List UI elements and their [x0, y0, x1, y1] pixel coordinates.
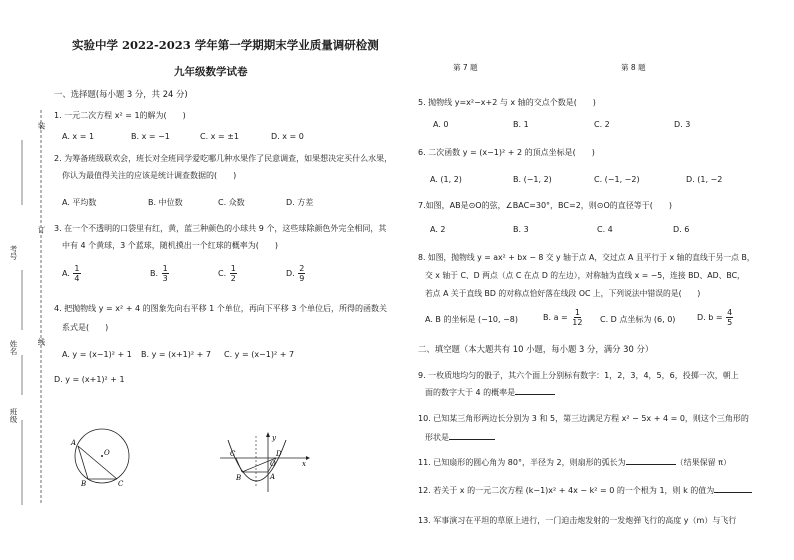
q3-option-d-denominator: 9 — [299, 274, 305, 283]
q11-stem-text: 11. 已知扇形的圆心角为 80°，半径为 2，则扇形的弧长为 — [418, 458, 626, 467]
q6-option-d: D. (1, −2 — [686, 175, 723, 184]
exam-title: 实验中学 2022-2023 学年第一学期期末学业质量调研检测 — [72, 38, 379, 52]
q1-option-c: C. x = ±1 — [200, 132, 239, 141]
q10-answer-blank[interactable] — [449, 439, 495, 440]
q8-stem-line2: 交 x 轴于 C、D 两点（点 C 在点 D 的左边），对称轴为直线 x = −5，连接 BD、AD、BC， — [425, 271, 745, 280]
q5-option-c: C. 2 — [594, 120, 610, 129]
q8-option-a: A. B 的坐标是 (−10, −8) — [425, 315, 518, 324]
chord-ab — [78, 446, 88, 479]
q3-option-b-numerator: 1 — [162, 264, 168, 273]
q12-stem — [418, 485, 752, 496]
q6-option-a: A. (1, 2) — [430, 175, 462, 184]
q3-stem-line2: 中有 4 个黄球，3 个蓝球，随机摸出一个红球的概率为( ) — [62, 241, 279, 250]
q4-stem-line1: 4. 把抛物线 y = x² + 4 的图象先向右平移 1 个单位，再向下平移 3 个单位后，所得的函数关 — [54, 304, 387, 313]
label-c: C — [118, 480, 124, 488]
section-fill-heading: 二、填空题（本大题共有 10 小题，每小题 3 分，满分 30 分） — [418, 344, 654, 354]
q3-option-c-fraction — [230, 264, 237, 283]
q3-option-d — [286, 264, 306, 283]
figure-8-parabola — [218, 432, 310, 494]
q7-option-a: A. 2 — [430, 225, 446, 234]
q1-stem: 1. 一元二次方程 x² = 1的解为( ) — [54, 111, 186, 120]
q5-stem: 5. 抛物线 y=x²−x+2 与 x 轴的交点个数是( ) — [418, 98, 596, 107]
q3-option-d-fraction — [298, 264, 305, 283]
q8-option-d-label: D. b = — [697, 313, 723, 322]
q8-stem-line1: 8. 如图，抛物线 y = ax² + bx − 8 交 y 轴于点 A，交过点 A 且平行于 x 轴的直线于另一点 B， — [418, 253, 755, 262]
q8-option-d-fraction — [726, 308, 733, 327]
q3-option-b-denominator: 3 — [162, 274, 168, 283]
q2-option-d: D. 方差 — [286, 198, 314, 207]
label-c8: C — [230, 450, 236, 458]
q7-option-b: B. 3 — [513, 225, 529, 234]
q8-option-c: C. D 点坐标为 (6, 0) — [600, 315, 676, 324]
label-x8: x — [302, 460, 306, 468]
label-b: B — [81, 480, 87, 488]
label-o: O — [104, 449, 110, 457]
label-o8: O — [270, 460, 276, 468]
sidebar-examno-label: 考号 — [9, 245, 18, 260]
q3-option-c-label: C. — [218, 269, 227, 278]
q1-option-d: D. x = 0 — [271, 132, 304, 141]
q8-option-d — [697, 308, 734, 327]
sidebar-class-label: 班级 — [9, 408, 18, 423]
q3-option-c — [218, 264, 238, 283]
q5-option-b: B. 1 — [513, 120, 529, 129]
q2-stem-line1: 2. 为筹备班级联欢会，班长对全班同学爱吃哪几种水果作了民意调查，如果想决定买什么水果， — [54, 154, 393, 163]
q5-option-a: A. 0 — [433, 120, 449, 129]
q3-option-a-denominator: 4 — [74, 274, 80, 283]
q3-option-c-denominator: 2 — [230, 274, 236, 283]
q6-option-b: B. (−1, 2) — [513, 175, 552, 184]
q4-stem-line2: 系式是( ) — [62, 323, 109, 332]
figure-7-circle — [64, 424, 144, 490]
line-bc — [236, 458, 242, 472]
q10-stem-line2 — [425, 432, 495, 443]
label-b8: B — [236, 474, 242, 482]
chord-ac — [78, 446, 117, 479]
q9-stem-line2 — [425, 387, 555, 398]
label-a: A — [71, 439, 77, 447]
q11-answer-blank[interactable] — [626, 464, 676, 465]
q5-option-d: D. 3 — [674, 120, 691, 129]
q6-stem: 6. 二次函数 y = (x−1)² + 2 的顶点坐标是( ) — [418, 148, 595, 157]
q8-option-b-label: B. a = — [543, 313, 568, 322]
figure-8-caption: 第 8 题 — [621, 63, 646, 72]
q6-option-c: C. (−1, −2) — [594, 175, 640, 184]
label-a8: A — [270, 473, 276, 481]
q3-stem-line1: 3. 在一个不透明的口袋里有红，黄，蓝三种颜色的小球共 9 个，这些球除颜色外完全相同，其 — [54, 224, 387, 233]
q2-option-c: C. 众数 — [218, 198, 245, 207]
q10-stem-text: 形状是 — [425, 433, 449, 442]
sidebar-zhuang-label: 装 — [37, 122, 46, 130]
q8-option-b-numerator: 1 — [574, 308, 580, 317]
q13-stem: 13. 军事演习在平坦的草原上进行，一门迫击炮发射的一发炮弹飞行的高度 y（m）与飞行 — [418, 516, 737, 525]
exam-subtitle: 九年级数学试卷 — [174, 66, 248, 78]
q8-option-d-denominator: 5 — [727, 318, 733, 327]
q11-stem — [418, 457, 731, 468]
q2-option-a: A. 平均数 — [62, 198, 97, 207]
sidebar-ding-label: 订 — [37, 226, 46, 234]
q1-option-a: A. x = 1 — [62, 132, 95, 141]
q3-option-c-numerator: 1 — [230, 264, 236, 273]
q8-stem-line3: 若点 A 关于直线 BD 的对称点恰好落在线段 OC 上，下列说法中错误的是( ) — [425, 289, 701, 298]
q3-option-d-label: D. — [286, 269, 295, 278]
q3-option-b-fraction — [162, 264, 169, 283]
q8-option-b-denominator: 12 — [572, 318, 583, 327]
x-axis-arrow — [306, 456, 310, 460]
q8-option-d-numerator: 4 — [727, 308, 733, 317]
q4-option-d: D. y = (x+1)² + 1 — [54, 375, 125, 384]
q3-option-b-label: B. — [150, 269, 159, 278]
q8-option-b — [543, 308, 584, 327]
q11-stem-tail: （结果保留 π） — [675, 458, 731, 467]
y-axis-arrow — [266, 432, 270, 437]
q2-stem-line2: 你认为最值得关注的应该是统计调查数据的( ) — [62, 171, 237, 180]
q9-stem-line1: 9. 一枚质地均匀的骰子，其六个面上分别标有数字：1，2，3，4，5，6，投掷一次，朝上 — [418, 371, 739, 380]
q3-option-a-numerator: 1 — [74, 264, 80, 273]
q3-option-a-label: A. — [62, 269, 70, 278]
q3-option-a — [62, 264, 82, 283]
q12-stem-text: 12. 若关于 x 的一元二次方程 (k−1)x² + 4x − k² = 0 的一个根为 1，则 k 的值为 — [418, 486, 715, 495]
q2-option-b: B. 中位数 — [148, 198, 183, 207]
center-point — [101, 455, 103, 457]
q4-option-b: B. y = (x+1)² + 7 — [141, 350, 211, 359]
q3-option-b — [150, 264, 170, 283]
q4-option-c: C. y = (x−1)² + 7 — [224, 350, 295, 359]
q7-stem: 7.如图，AB是⊙O的弦，∠BAC=30°，BC=2，则⊙O的直径等于( ) — [418, 201, 673, 210]
sidebar-xian-label: 线 — [37, 338, 46, 346]
q12-answer-blank[interactable] — [714, 492, 752, 493]
label-y8: y — [272, 434, 276, 442]
figure-7-caption: 第 7 题 — [453, 63, 478, 72]
section-choice-heading: 一、选择题(每小题 3 分，共 24 分) — [54, 89, 188, 99]
label-d8: D — [276, 450, 282, 458]
sidebar-name-label: 姓名 — [9, 340, 18, 355]
q7-option-d: D. 6 — [673, 225, 690, 234]
q4-option-a: A. y = (x−1)² + 1 — [62, 350, 132, 359]
q9-stem-text: 面的数字大于 4 的概率是 — [425, 388, 516, 397]
binding-lines — [0, 0, 60, 560]
q3-option-a-fraction — [73, 264, 80, 283]
q7-option-c: C. 4 — [597, 225, 613, 234]
q8-option-b-fraction — [571, 308, 583, 327]
q9-answer-blank[interactable] — [515, 394, 555, 395]
q3-option-d-numerator: 2 — [299, 264, 305, 273]
q1-option-b: B. x = −1 — [131, 132, 170, 141]
q10-stem-line1: 10. 已知某三角形两边长分别为 3 和 5，第三边满足方程 x² − 5x + 4 = 0，则这个三角形的 — [418, 414, 749, 423]
